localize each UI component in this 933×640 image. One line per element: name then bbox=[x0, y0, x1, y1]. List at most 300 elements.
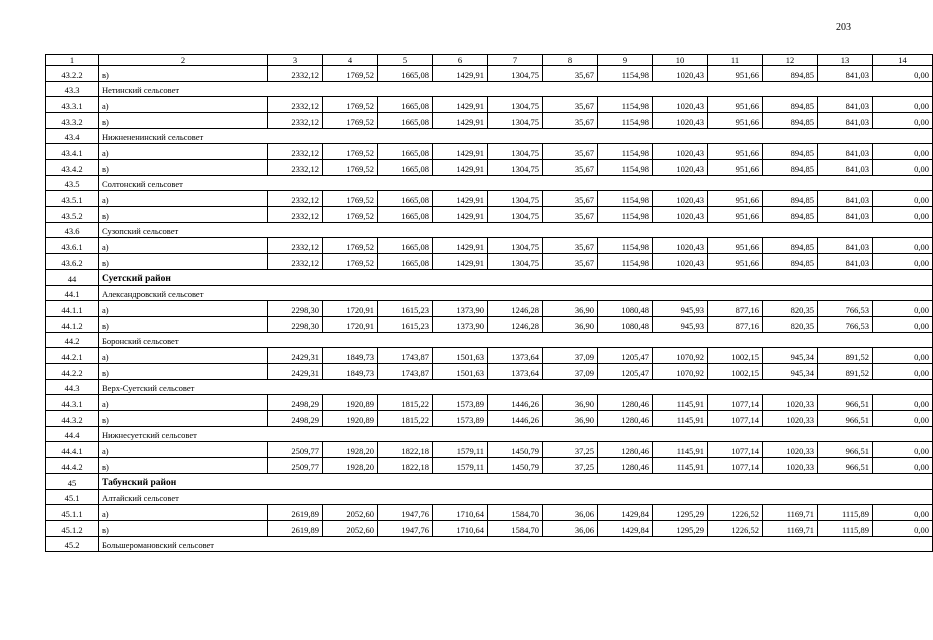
value-cell: 35,67 bbox=[543, 66, 598, 82]
value-cell: 1769,52 bbox=[323, 66, 378, 82]
value-cell: 1501,63 bbox=[433, 364, 488, 380]
value-cell: 1020,33 bbox=[763, 411, 818, 427]
row-code: 44.1 bbox=[46, 286, 99, 301]
row-code: 44.3.1 bbox=[46, 395, 99, 411]
value-cell: 2332,12 bbox=[268, 254, 323, 270]
value-cell: 951,66 bbox=[708, 144, 763, 160]
value-cell: 1070,92 bbox=[653, 348, 708, 364]
value-cell: 841,03 bbox=[818, 191, 873, 207]
row-code: 44.1.2 bbox=[46, 317, 99, 333]
value-cell: 1743,87 bbox=[378, 348, 433, 364]
row-code: 44.3 bbox=[46, 380, 99, 395]
value-cell: 1769,52 bbox=[323, 144, 378, 160]
row-code: 45.1.2 bbox=[46, 521, 99, 537]
value-cell: 35,67 bbox=[543, 254, 598, 270]
value-cell: 945,34 bbox=[763, 348, 818, 364]
value-cell: 1154,98 bbox=[598, 207, 653, 223]
row-code: 44.3.2 bbox=[46, 411, 99, 427]
value-cell: 1947,76 bbox=[378, 521, 433, 537]
value-cell: 2619,89 bbox=[268, 521, 323, 537]
column-header: 3 bbox=[268, 55, 323, 66]
value-cell: 951,66 bbox=[708, 207, 763, 223]
value-cell: 37,25 bbox=[543, 442, 598, 458]
row-code: 44.2 bbox=[46, 333, 99, 348]
row-label: в) bbox=[99, 207, 268, 223]
value-cell: 1815,22 bbox=[378, 395, 433, 411]
settlement-row bbox=[46, 333, 933, 348]
value-cell: 766,53 bbox=[818, 317, 873, 333]
value-cell: 1573,89 bbox=[433, 395, 488, 411]
value-cell: 1154,98 bbox=[598, 97, 653, 113]
value-cell: 1020,43 bbox=[653, 191, 708, 207]
row-code: 43.5 bbox=[46, 176, 99, 191]
table-row bbox=[46, 317, 933, 333]
value-cell: 0,00 bbox=[873, 364, 933, 380]
value-cell: 841,03 bbox=[818, 254, 873, 270]
settlement-name: Нетинский сельсовет bbox=[99, 82, 933, 97]
value-cell: 951,66 bbox=[708, 238, 763, 254]
row-code: 44.4.2 bbox=[46, 458, 99, 474]
column-header: 2 bbox=[99, 55, 268, 66]
row-label: а) bbox=[99, 505, 268, 521]
settlement-row bbox=[46, 427, 933, 442]
settlement-name: Солтонский сельсовет bbox=[99, 176, 933, 191]
row-label: а) bbox=[99, 301, 268, 317]
value-cell: 1145,91 bbox=[653, 442, 708, 458]
table-row bbox=[46, 521, 933, 537]
value-cell: 1446,26 bbox=[488, 395, 543, 411]
value-cell: 1665,08 bbox=[378, 160, 433, 176]
value-cell: 2332,12 bbox=[268, 97, 323, 113]
value-cell: 894,85 bbox=[763, 144, 818, 160]
value-cell: 1429,91 bbox=[433, 207, 488, 223]
value-cell: 1579,11 bbox=[433, 458, 488, 474]
value-cell: 36,90 bbox=[543, 317, 598, 333]
value-cell: 1145,91 bbox=[653, 395, 708, 411]
row-label: в) bbox=[99, 458, 268, 474]
value-cell: 1154,98 bbox=[598, 66, 653, 82]
row-label: в) bbox=[99, 521, 268, 537]
value-cell: 877,16 bbox=[708, 317, 763, 333]
settlement-row bbox=[46, 537, 933, 552]
value-cell: 1077,14 bbox=[708, 411, 763, 427]
value-cell: 2298,30 bbox=[268, 301, 323, 317]
column-header: 6 bbox=[433, 55, 488, 66]
value-cell: 0,00 bbox=[873, 207, 933, 223]
value-cell: 966,51 bbox=[818, 395, 873, 411]
value-cell: 951,66 bbox=[708, 160, 763, 176]
table-row bbox=[46, 254, 933, 270]
value-cell: 1579,11 bbox=[433, 442, 488, 458]
value-cell: 1769,52 bbox=[323, 238, 378, 254]
value-cell: 945,34 bbox=[763, 364, 818, 380]
row-code: 45.1.1 bbox=[46, 505, 99, 521]
value-cell: 1154,98 bbox=[598, 191, 653, 207]
region-name: Суетский район bbox=[99, 270, 933, 286]
value-cell: 36,06 bbox=[543, 521, 598, 537]
value-cell: 1446,26 bbox=[488, 411, 543, 427]
value-cell: 35,67 bbox=[543, 238, 598, 254]
row-code: 43.3 bbox=[46, 82, 99, 97]
column-header: 8 bbox=[543, 55, 598, 66]
value-cell: 1720,91 bbox=[323, 317, 378, 333]
settlement-row bbox=[46, 223, 933, 238]
column-header: 1 bbox=[46, 55, 99, 66]
value-cell: 1205,47 bbox=[598, 364, 653, 380]
value-cell: 766,53 bbox=[818, 301, 873, 317]
value-cell: 1169,71 bbox=[763, 521, 818, 537]
value-cell: 2498,29 bbox=[268, 411, 323, 427]
value-cell: 1020,43 bbox=[653, 144, 708, 160]
table-row bbox=[46, 160, 933, 176]
value-cell: 966,51 bbox=[818, 411, 873, 427]
value-cell: 894,85 bbox=[763, 66, 818, 82]
value-cell: 841,03 bbox=[818, 207, 873, 223]
value-cell: 1584,70 bbox=[488, 521, 543, 537]
value-cell: 1115,89 bbox=[818, 521, 873, 537]
value-cell: 2332,12 bbox=[268, 207, 323, 223]
region-name: Табунский район bbox=[99, 474, 933, 490]
value-cell: 1429,91 bbox=[433, 144, 488, 160]
row-label: в) bbox=[99, 411, 268, 427]
value-cell: 0,00 bbox=[873, 317, 933, 333]
value-cell: 1849,73 bbox=[323, 348, 378, 364]
value-cell: 0,00 bbox=[873, 458, 933, 474]
value-cell: 1665,08 bbox=[378, 207, 433, 223]
table-row bbox=[46, 66, 933, 82]
row-code: 43.2.2 bbox=[46, 66, 99, 82]
value-cell: 1226,52 bbox=[708, 521, 763, 537]
table-row bbox=[46, 442, 933, 458]
value-cell: 945,93 bbox=[653, 317, 708, 333]
value-cell: 1665,08 bbox=[378, 66, 433, 82]
value-cell: 1573,89 bbox=[433, 411, 488, 427]
value-cell: 1154,98 bbox=[598, 144, 653, 160]
row-code: 44.2.2 bbox=[46, 364, 99, 380]
value-cell: 1304,75 bbox=[488, 191, 543, 207]
value-cell: 1246,28 bbox=[488, 301, 543, 317]
row-label: в) bbox=[99, 254, 268, 270]
header-row bbox=[46, 55, 933, 66]
column-header: 4 bbox=[323, 55, 378, 66]
value-cell: 1710,64 bbox=[433, 505, 488, 521]
value-cell: 1246,28 bbox=[488, 317, 543, 333]
table-row bbox=[46, 458, 933, 474]
value-cell: 1450,79 bbox=[488, 458, 543, 474]
row-code: 45 bbox=[46, 474, 99, 490]
value-cell: 2332,12 bbox=[268, 66, 323, 82]
value-cell: 0,00 bbox=[873, 521, 933, 537]
value-cell: 0,00 bbox=[873, 395, 933, 411]
value-cell: 2332,12 bbox=[268, 113, 323, 129]
value-cell: 35,67 bbox=[543, 113, 598, 129]
region-row bbox=[46, 270, 933, 286]
value-cell: 0,00 bbox=[873, 238, 933, 254]
value-cell: 1115,89 bbox=[818, 505, 873, 521]
value-cell: 2332,12 bbox=[268, 160, 323, 176]
value-cell: 894,85 bbox=[763, 238, 818, 254]
row-code: 43.6.2 bbox=[46, 254, 99, 270]
value-cell: 894,85 bbox=[763, 97, 818, 113]
row-label: а) bbox=[99, 97, 268, 113]
value-cell: 951,66 bbox=[708, 113, 763, 129]
row-label: а) bbox=[99, 442, 268, 458]
value-cell: 2332,12 bbox=[268, 191, 323, 207]
value-cell: 841,03 bbox=[818, 144, 873, 160]
value-cell: 1020,43 bbox=[653, 207, 708, 223]
value-cell: 1080,48 bbox=[598, 301, 653, 317]
value-cell: 0,00 bbox=[873, 254, 933, 270]
row-label: в) bbox=[99, 317, 268, 333]
row-code: 44.1.1 bbox=[46, 301, 99, 317]
value-cell: 1280,46 bbox=[598, 442, 653, 458]
value-cell: 1145,91 bbox=[653, 458, 708, 474]
value-cell: 877,16 bbox=[708, 301, 763, 317]
value-cell: 1020,43 bbox=[653, 254, 708, 270]
value-cell: 1584,70 bbox=[488, 505, 543, 521]
row-code: 43.6.1 bbox=[46, 238, 99, 254]
value-cell: 1429,84 bbox=[598, 505, 653, 521]
value-cell: 1205,47 bbox=[598, 348, 653, 364]
value-cell: 1020,43 bbox=[653, 66, 708, 82]
row-code: 43.3.1 bbox=[46, 97, 99, 113]
value-cell: 2429,31 bbox=[268, 348, 323, 364]
table-row bbox=[46, 97, 933, 113]
value-cell: 1280,46 bbox=[598, 395, 653, 411]
value-cell: 1665,08 bbox=[378, 97, 433, 113]
row-label: в) bbox=[99, 364, 268, 380]
row-label: а) bbox=[99, 395, 268, 411]
column-header: 7 bbox=[488, 55, 543, 66]
value-cell: 1304,75 bbox=[488, 144, 543, 160]
value-cell: 1304,75 bbox=[488, 238, 543, 254]
value-cell: 1373,64 bbox=[488, 348, 543, 364]
value-cell: 951,66 bbox=[708, 97, 763, 113]
value-cell: 1373,64 bbox=[488, 364, 543, 380]
value-cell: 951,66 bbox=[708, 191, 763, 207]
value-cell: 1665,08 bbox=[378, 254, 433, 270]
value-cell: 841,03 bbox=[818, 160, 873, 176]
table-row bbox=[46, 113, 933, 129]
value-cell: 2619,89 bbox=[268, 505, 323, 521]
value-cell: 951,66 bbox=[708, 66, 763, 82]
value-cell: 1080,48 bbox=[598, 317, 653, 333]
value-cell: 1920,89 bbox=[323, 395, 378, 411]
settlement-row bbox=[46, 82, 933, 97]
value-cell: 0,00 bbox=[873, 301, 933, 317]
value-cell: 945,93 bbox=[653, 301, 708, 317]
table-row bbox=[46, 191, 933, 207]
value-cell: 1429,91 bbox=[433, 254, 488, 270]
settlement-name: Нижнесуетский сельсовет bbox=[99, 427, 933, 442]
value-cell: 1429,91 bbox=[433, 113, 488, 129]
value-cell: 1020,33 bbox=[763, 458, 818, 474]
row-label: в) bbox=[99, 113, 268, 129]
value-cell: 1665,08 bbox=[378, 238, 433, 254]
value-cell: 1169,71 bbox=[763, 505, 818, 521]
value-cell: 1822,18 bbox=[378, 458, 433, 474]
settlement-name: Боронский сельсовет bbox=[99, 333, 933, 348]
value-cell: 1920,89 bbox=[323, 411, 378, 427]
value-cell: 1429,91 bbox=[433, 160, 488, 176]
value-cell: 1429,91 bbox=[433, 238, 488, 254]
value-cell: 2332,12 bbox=[268, 144, 323, 160]
value-cell: 841,03 bbox=[818, 97, 873, 113]
row-label: а) bbox=[99, 144, 268, 160]
value-cell: 0,00 bbox=[873, 113, 933, 129]
value-cell: 1226,52 bbox=[708, 505, 763, 521]
row-code: 44.4.1 bbox=[46, 442, 99, 458]
value-cell: 1154,98 bbox=[598, 160, 653, 176]
value-cell: 35,67 bbox=[543, 160, 598, 176]
value-cell: 1295,29 bbox=[653, 521, 708, 537]
value-cell: 1501,63 bbox=[433, 348, 488, 364]
value-cell: 1020,33 bbox=[763, 395, 818, 411]
row-code: 43.5.1 bbox=[46, 191, 99, 207]
value-cell: 35,67 bbox=[543, 144, 598, 160]
settlement-row bbox=[46, 176, 933, 191]
value-cell: 1849,73 bbox=[323, 364, 378, 380]
value-cell: 1615,23 bbox=[378, 317, 433, 333]
value-cell: 1373,90 bbox=[433, 301, 488, 317]
value-cell: 1020,43 bbox=[653, 238, 708, 254]
value-cell: 820,35 bbox=[763, 317, 818, 333]
value-cell: 1077,14 bbox=[708, 458, 763, 474]
column-header: 9 bbox=[598, 55, 653, 66]
value-cell: 966,51 bbox=[818, 458, 873, 474]
value-cell: 36,90 bbox=[543, 395, 598, 411]
table-row bbox=[46, 505, 933, 521]
value-cell: 1295,29 bbox=[653, 505, 708, 521]
row-label: а) bbox=[99, 191, 268, 207]
value-cell: 2052,60 bbox=[323, 521, 378, 537]
value-cell: 2429,31 bbox=[268, 364, 323, 380]
value-cell: 1304,75 bbox=[488, 160, 543, 176]
value-cell: 1077,14 bbox=[708, 442, 763, 458]
value-cell: 1947,76 bbox=[378, 505, 433, 521]
value-cell: 1665,08 bbox=[378, 191, 433, 207]
value-cell: 1769,52 bbox=[323, 160, 378, 176]
row-code: 44 bbox=[46, 270, 99, 286]
value-cell: 1615,23 bbox=[378, 301, 433, 317]
tariff-table bbox=[45, 54, 933, 552]
value-cell: 1280,46 bbox=[598, 458, 653, 474]
value-cell: 2509,77 bbox=[268, 458, 323, 474]
value-cell: 820,35 bbox=[763, 301, 818, 317]
value-cell: 966,51 bbox=[818, 442, 873, 458]
value-cell: 37,25 bbox=[543, 458, 598, 474]
value-cell: 1928,20 bbox=[323, 458, 378, 474]
table-body bbox=[46, 66, 933, 552]
value-cell: 841,03 bbox=[818, 113, 873, 129]
row-label: а) bbox=[99, 238, 268, 254]
settlement-name: Александровский сельсовет bbox=[99, 286, 933, 301]
value-cell: 1020,33 bbox=[763, 442, 818, 458]
value-cell: 894,85 bbox=[763, 191, 818, 207]
value-cell: 1769,52 bbox=[323, 97, 378, 113]
value-cell: 1769,52 bbox=[323, 207, 378, 223]
settlement-row bbox=[46, 286, 933, 301]
value-cell: 36,90 bbox=[543, 411, 598, 427]
row-code: 44.4 bbox=[46, 427, 99, 442]
value-cell: 0,00 bbox=[873, 348, 933, 364]
value-cell: 0,00 bbox=[873, 442, 933, 458]
settlement-row bbox=[46, 490, 933, 505]
value-cell: 1304,75 bbox=[488, 97, 543, 113]
value-cell: 841,03 bbox=[818, 66, 873, 82]
table-row bbox=[46, 301, 933, 317]
row-label: в) bbox=[99, 160, 268, 176]
value-cell: 36,90 bbox=[543, 301, 598, 317]
value-cell: 1020,43 bbox=[653, 160, 708, 176]
value-cell: 1450,79 bbox=[488, 442, 543, 458]
value-cell: 2509,77 bbox=[268, 442, 323, 458]
value-cell: 1429,91 bbox=[433, 66, 488, 82]
row-label: а) bbox=[99, 348, 268, 364]
value-cell: 1429,91 bbox=[433, 191, 488, 207]
settlement-row bbox=[46, 380, 933, 395]
value-cell: 894,85 bbox=[763, 254, 818, 270]
value-cell: 894,85 bbox=[763, 113, 818, 129]
row-code: 43.4.2 bbox=[46, 160, 99, 176]
value-cell: 1822,18 bbox=[378, 442, 433, 458]
table-row bbox=[46, 348, 933, 364]
row-code: 43.4 bbox=[46, 129, 99, 144]
value-cell: 1769,52 bbox=[323, 254, 378, 270]
column-header: 14 bbox=[873, 55, 933, 66]
value-cell: 1928,20 bbox=[323, 442, 378, 458]
value-cell: 0,00 bbox=[873, 160, 933, 176]
value-cell: 1304,75 bbox=[488, 66, 543, 82]
value-cell: 951,66 bbox=[708, 254, 763, 270]
value-cell: 1769,52 bbox=[323, 113, 378, 129]
row-code: 45.1 bbox=[46, 490, 99, 505]
value-cell: 1769,52 bbox=[323, 191, 378, 207]
region-row bbox=[46, 474, 933, 490]
value-cell: 1743,87 bbox=[378, 364, 433, 380]
value-cell: 1304,75 bbox=[488, 207, 543, 223]
value-cell: 1154,98 bbox=[598, 113, 653, 129]
column-header: 12 bbox=[763, 55, 818, 66]
value-cell: 1154,98 bbox=[598, 238, 653, 254]
value-cell: 1373,90 bbox=[433, 317, 488, 333]
table-row bbox=[46, 364, 933, 380]
value-cell: 2332,12 bbox=[268, 238, 323, 254]
row-code: 43.5.2 bbox=[46, 207, 99, 223]
value-cell: 891,52 bbox=[818, 348, 873, 364]
value-cell: 841,03 bbox=[818, 238, 873, 254]
settlement-name: Верх-Суетский сельсовет bbox=[99, 380, 933, 395]
column-header: 10 bbox=[653, 55, 708, 66]
settlement-name: Алтайский сельсовет bbox=[99, 490, 933, 505]
value-cell: 1304,75 bbox=[488, 254, 543, 270]
value-cell: 1145,91 bbox=[653, 411, 708, 427]
value-cell: 1665,08 bbox=[378, 144, 433, 160]
value-cell: 2052,60 bbox=[323, 505, 378, 521]
value-cell: 1429,91 bbox=[433, 97, 488, 113]
table-row bbox=[46, 238, 933, 254]
settlement-row bbox=[46, 129, 933, 144]
value-cell: 1002,15 bbox=[708, 364, 763, 380]
value-cell: 1020,43 bbox=[653, 113, 708, 129]
column-header: 11 bbox=[708, 55, 763, 66]
value-cell: 37,09 bbox=[543, 364, 598, 380]
value-cell: 1304,75 bbox=[488, 113, 543, 129]
value-cell: 1280,46 bbox=[598, 411, 653, 427]
value-cell: 1815,22 bbox=[378, 411, 433, 427]
value-cell: 1070,92 bbox=[653, 364, 708, 380]
value-cell: 894,85 bbox=[763, 207, 818, 223]
